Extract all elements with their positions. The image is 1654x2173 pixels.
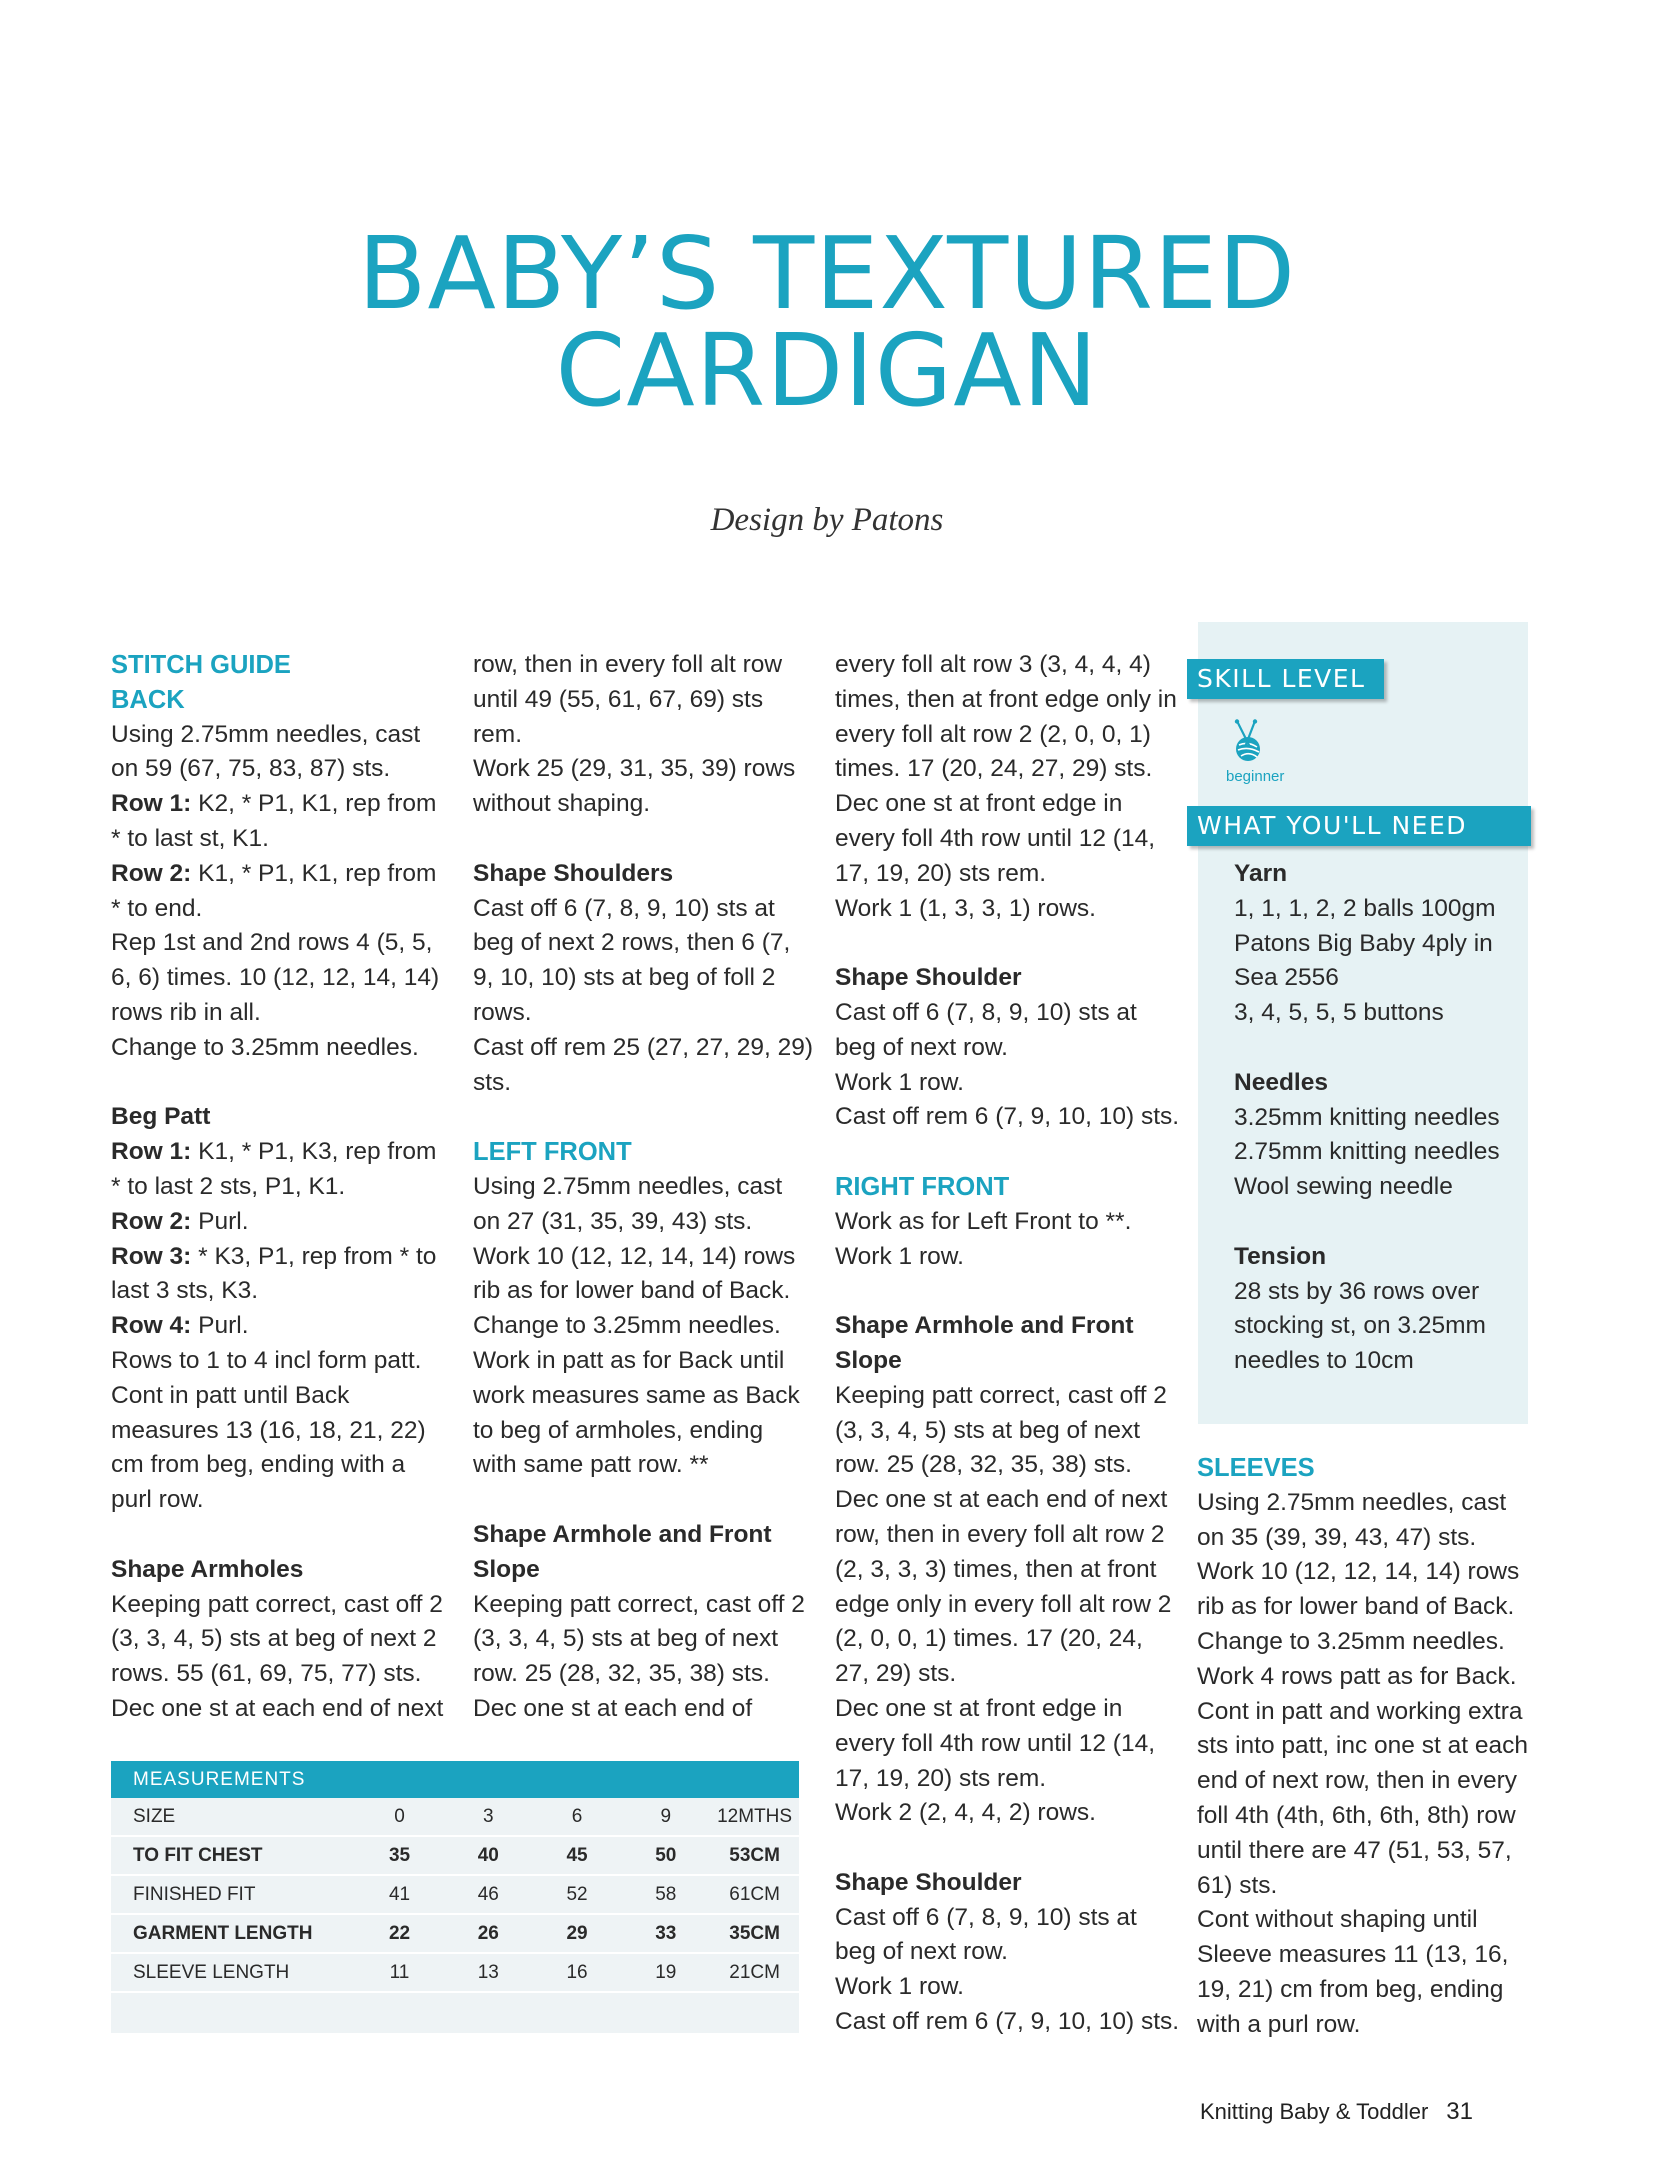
cell: 12MTHS <box>710 1798 799 1836</box>
title-line-2: CARDIGAN <box>555 312 1099 429</box>
paragraph: Work 4 rows patt as for Back. <box>1197 1662 1517 1690</box>
paragraph: Work 10 (12, 12, 14, 14) rows rib as for lower band of Back. <box>1197 1558 1520 1621</box>
page-title <box>0 215 1654 429</box>
row-label: Row 3: <box>111 1242 192 1270</box>
column-2 <box>473 648 813 1727</box>
paragraph: Work 10 (12, 12, 14, 14) rows rib as for lower band of Back. <box>473 1242 796 1305</box>
row-text: K2, * P1, K1, rep from * to last st, K1. <box>111 790 437 852</box>
cell: 26 <box>444 1914 533 1953</box>
cell: 0 <box>355 1798 444 1836</box>
cell: 61CM <box>710 1875 799 1914</box>
cell: 11 <box>355 1953 444 1992</box>
row-label: Row 1: <box>111 790 192 818</box>
row-label: TO FIT CHEST <box>111 1836 355 1875</box>
table-row <box>111 1875 799 1914</box>
row-text: K1, * P1, K3, rep from * to last 2 sts, P1, K1. <box>111 1138 437 1200</box>
subheading-shape-shoulder: Shape Shoulder <box>835 964 1022 992</box>
buttons-text: 3, 4, 5, 5, 5 buttons <box>1234 999 1444 1027</box>
cell: 58 <box>621 1875 710 1914</box>
subheading-shape-shoulder: Shape Shoulder <box>835 1868 1022 1896</box>
section-heading-left-front: LEFT FRONT <box>473 1138 632 1167</box>
paragraph: Work 1 row. <box>835 1973 964 2001</box>
row-instruction <box>111 1240 451 1310</box>
paragraph: Rows to 1 to 4 incl form patt. <box>111 1346 422 1374</box>
table-row <box>111 1914 799 1953</box>
row-instruction <box>111 1309 451 1344</box>
row-label: Row 4: <box>111 1312 192 1340</box>
paragraph: Change to 3.25mm needles. <box>473 1312 781 1340</box>
paragraph: Work 1 (1, 3, 3, 1) rows. <box>835 894 1096 922</box>
paragraph: Cast off 6 (7, 8, 9, 10) sts at beg of next row. <box>835 1903 1137 1966</box>
table-row <box>111 1798 799 1836</box>
cell: 33 <box>621 1914 710 1953</box>
paragraph: Dec one st at front edge in every foll 4th row until 12 (14, 17, 19, 20) sts rem. <box>835 790 1156 887</box>
cell: 40 <box>444 1836 533 1875</box>
paragraph: Change to 3.25mm needles. <box>1197 1627 1505 1655</box>
what-you-need-tab: WHAT YOU'LL NEED <box>1187 806 1531 846</box>
row-label: SLEEVE LENGTH <box>111 1953 355 1992</box>
row-label: FINISHED FIT <box>111 1875 355 1914</box>
cell: 52 <box>533 1875 622 1914</box>
paragraph: Keeping patt correct, cast off 2 (3, 3, 4, 5) sts at beg of next 2 rows. 55 (61, 69, 75, 77) sts. <box>111 1590 443 1688</box>
subheading-beg-patt: Beg Patt <box>111 1103 211 1131</box>
table-row <box>111 1836 799 1875</box>
byline: Design by Patons <box>710 502 944 538</box>
needle-item: Wool sewing needle <box>1234 1173 1453 1201</box>
column-3 <box>835 648 1180 2040</box>
cell: 29 <box>533 1914 622 1953</box>
row-label: Row 1: <box>111 1138 192 1166</box>
row-text: * K3, P1, rep from * to last 3 sts, K3. <box>111 1242 437 1305</box>
row-instruction <box>111 1135 451 1205</box>
needle-item: 2.75mm knitting needles <box>1234 1138 1500 1166</box>
cell: 3 <box>444 1798 533 1836</box>
subheading-shape-shoulders: Shape Shoulders <box>473 859 674 887</box>
cell: 53CM <box>710 1836 799 1875</box>
publication-name: Knitting Baby & Toddler <box>1200 2099 1429 2124</box>
tension-text: 28 sts by 36 rows over stocking st, on 3.25mm needles to 10cm <box>1234 1277 1486 1375</box>
cell: 6 <box>533 1798 622 1836</box>
paragraph: Cast off rem 6 (7, 9, 10, 10) sts. <box>835 1103 1180 1131</box>
cell: 50 <box>621 1836 710 1875</box>
title-line-1: BABY’S TEXTURED <box>357 215 1297 332</box>
row-label: SIZE <box>111 1798 355 1836</box>
cell: 35CM <box>710 1914 799 1953</box>
requirements-list <box>1234 857 1524 1379</box>
paragraph: every foll alt row 3 (3, 4, 4, 4) times, then at front edge only in every foll alt row 2 (2, 0, 0, 1) times. 17 (20, 24, 27, 29) sts. <box>835 651 1177 783</box>
paragraph: Cont in patt until Back measures 13 (16, 18, 21, 22) cm from beg, ending with a purl row. <box>111 1381 426 1514</box>
cell: 22 <box>355 1914 444 1953</box>
cell: 16 <box>533 1953 622 1992</box>
table-row-empty <box>111 1992 799 2033</box>
paragraph: Dec one st at each end of next row, then in every foll alt row 2 (2, 3, 3, 3) times, then at front edge only in every foll alt row 2 (2, 0, 0, 1) times. 17 (20, 24, 27, 29) sts. <box>835 1486 1172 1688</box>
cell: 13 <box>444 1953 533 1992</box>
paragraph: Cont without shaping until Sleeve measures 11 (13, 16, 19, 21) cm from beg, ending with a purl row. <box>1197 1906 1509 2038</box>
cell: 9 <box>621 1798 710 1836</box>
row-label: GARMENT LENGTH <box>111 1914 355 1953</box>
row-label: Row 2: <box>111 1207 192 1235</box>
subheading-shape-armhole: Shape Armhole and Front Slope <box>473 1520 772 1583</box>
paragraph: Cast off 6 (7, 8, 9, 10) sts at beg of next 2 rows, then 6 (7, 9, 10, 10) sts at beg of foll 2 rows. <box>473 894 791 1026</box>
paragraph: Work 25 (29, 31, 35, 39) rows without shaping. <box>473 755 796 818</box>
paragraph: Work 1 row. <box>835 1068 964 1096</box>
row-instruction <box>111 857 451 927</box>
paragraph: Cast off rem 25 (27, 27, 29, 29) sts. <box>473 1033 814 1096</box>
subheading-tension: Tension <box>1234 1242 1327 1270</box>
skill-level-tab: SKILL LEVEL <box>1187 659 1384 699</box>
paragraph: Work as for Left Front to **. <box>835 1207 1132 1235</box>
section-heading-right-front: RIGHT FRONT <box>835 1172 1010 1201</box>
paragraph: Keeping patt correct, cast off 2 (3, 3, 4, 5) sts at beg of next row. 25 (28, 32, 35, 38) sts. <box>835 1381 1167 1479</box>
paragraph: Using 2.75mm needles, cast on 27 (31, 35, 39, 43) sts. <box>473 1172 783 1235</box>
cell: 19 <box>621 1953 710 1992</box>
measurements-heading: MEASUREMENTS <box>111 1761 799 1798</box>
row-text: Purl. <box>191 1312 249 1340</box>
cell: 45 <box>533 1836 622 1875</box>
subheading-yarn: Yarn <box>1234 860 1288 887</box>
row-text: K1, * P1, K1, rep from * to end. <box>111 859 437 922</box>
yarn-ball-icon <box>1224 719 1270 765</box>
measurements-grid <box>111 1798 799 2033</box>
cell: 35 <box>355 1836 444 1875</box>
row-text: Purl. <box>191 1207 249 1235</box>
row-instruction <box>111 1205 451 1240</box>
section-heading-stitch-guide: STITCH GUIDE <box>111 651 291 679</box>
paragraph: Keeping patt correct, cast off 2 (3, 3, 4, 5) sts at beg of next row. 25 (28, 32, 35, 38) sts. <box>473 1590 805 1688</box>
paragraph: Cast off 6 (7, 8, 9, 10) sts at beg of next row. <box>835 998 1137 1061</box>
paragraph: Work in patt as for Back until work measures same as Back to beg of armholes, ending with same patt row. ** <box>473 1346 800 1479</box>
section-heading-sleeves: SLEEVES <box>1197 1454 1315 1482</box>
subheading-shape-armhole: Shape Armhole and Front Slope <box>835 1312 1134 1374</box>
cell: 21CM <box>710 1953 799 1992</box>
paragraph: Dec one st at each end of next <box>111 1694 444 1722</box>
paragraph: Work 1 row. <box>835 1242 964 1270</box>
page-number: 31 <box>1446 2098 1473 2125</box>
table-row <box>111 1953 799 1992</box>
paragraph: Using 2.75mm needles, cast on 35 (39, 39, 43, 47) sts. <box>1197 1488 1507 1551</box>
paragraph: Using 2.75mm needles, cast on 59 (67, 75, 83, 87) sts. <box>111 720 421 783</box>
row-instruction <box>111 787 451 857</box>
subheading-needles: Needles <box>1234 1068 1328 1096</box>
paragraph: Work 2 (2, 4, 4, 2) rows. <box>835 1799 1096 1827</box>
subheading-shape-armholes: Shape Armholes <box>111 1555 304 1583</box>
measurements-table <box>111 1761 799 2033</box>
section-heading-back: BACK <box>111 685 185 714</box>
cell: 41 <box>355 1875 444 1914</box>
paragraph: Cast off rem 6 (7, 9, 10, 10) sts. <box>835 2008 1180 2036</box>
yarn-text: 1, 1, 1, 2, 2 balls 100gm Patons Big Baby 4ply in Sea 2556 <box>1234 894 1496 992</box>
page-footer <box>1200 2098 1473 2126</box>
paragraph: Cont in patt and working extra sts into patt, inc one st at each end of next row, then in every foll 4th (4th, 6th, 6th, 8th) row until there are 47 (51, 53, 57, 61) sts. <box>1197 1697 1528 1899</box>
paragraph: Dec one st at each end of <box>473 1694 753 1722</box>
paragraph: Rep 1st and 2nd rows 4 (5, 5, 6, 6) times. 10 (12, 12, 14, 14) rows rib in all. <box>111 929 440 1026</box>
skill-level-label: beginner <box>1226 768 1285 785</box>
cell: 46 <box>444 1875 533 1914</box>
paragraph: row, then in every foll alt row until 49 (55, 61, 67, 69) sts rem. <box>473 651 783 748</box>
row-label: Row 2: <box>111 859 192 887</box>
paragraph: Change to 3.25mm needles. <box>111 1033 419 1061</box>
column-1 <box>111 648 451 1727</box>
needle-item: 3.25mm knitting needles <box>1234 1103 1500 1131</box>
sleeves-section <box>1197 1451 1537 2043</box>
paragraph: Dec one st at front edge in every foll 4th row until 12 (14, 17, 19, 20) sts rem. <box>835 1694 1156 1792</box>
